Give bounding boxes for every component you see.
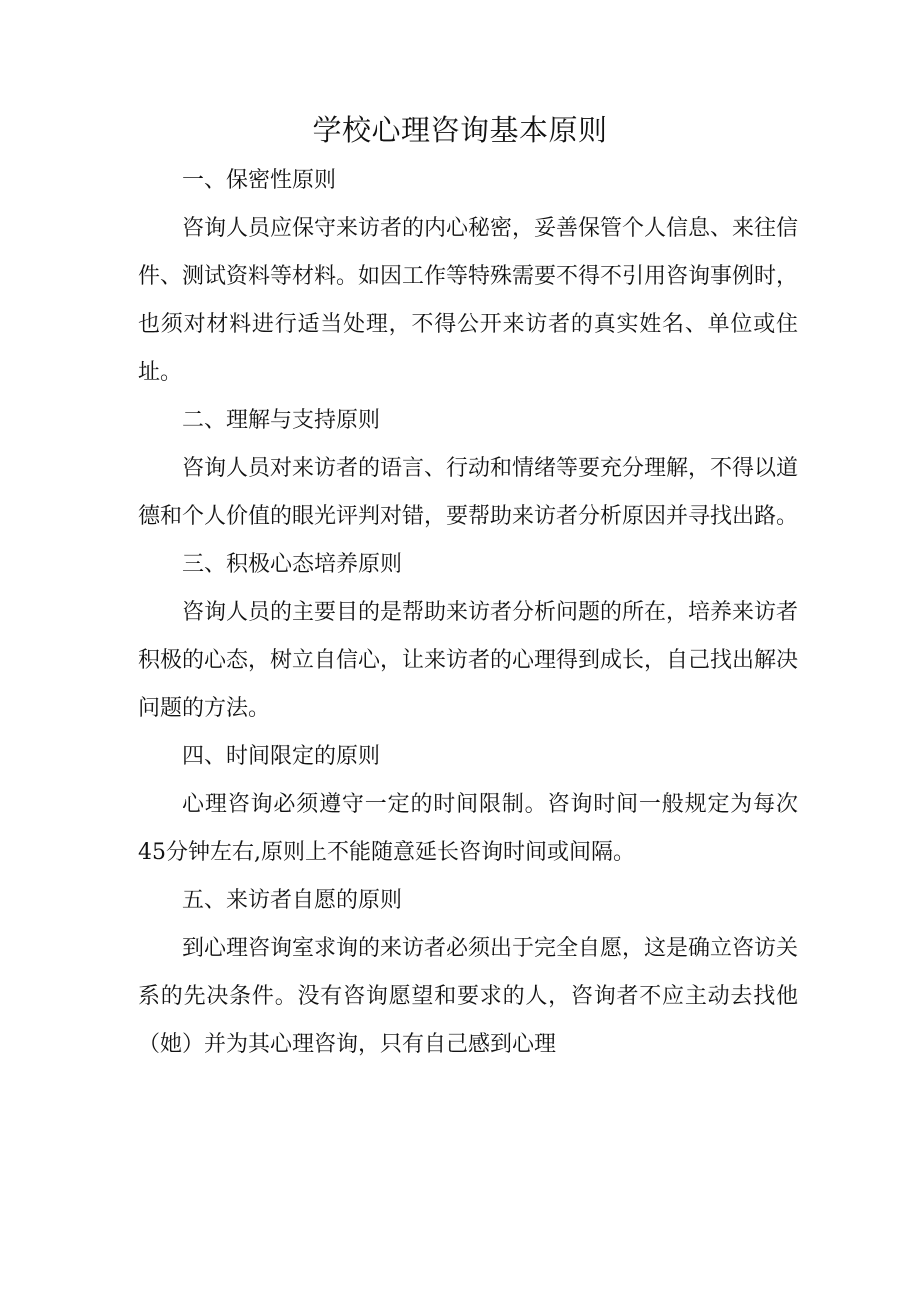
section-heading-understanding: 二、理解与支持原则 xyxy=(182,408,381,433)
document-body xyxy=(138,157,798,1069)
section-heading-time-limit: 四、时间限定的原则 xyxy=(182,744,381,769)
section-body-voluntary: 到心理咨询室求询的来访者必须出于完全自愿，这是确立咨访关系的先决条件。没有咨询愿望和要求的人，咨询者不应主动去找他（她）并为其心理咨询，只有自己感到心理 xyxy=(138,936,799,1057)
section-body-positive-mindset: 咨询人员的主要目的是帮助来访者分析问题的所在，培养来访者积极的心态，树立自信心，让来访者的心理得到成长，自己找出解决问题的方法。 xyxy=(138,600,799,721)
section-heading-voluntary: 五、来访者自愿的原则 xyxy=(182,888,403,913)
section-body-confidentiality: 咨询人员应保守来访者的内心秘密，妥善保管个人信息、来往信件、测试资料等材料。如因工作等特殊需要不得不引用咨询事例时，也须对材料进行适当处理，不得公开来访者的真实姓名、单位或住址。 xyxy=(138,216,799,385)
section-body-time-limit: 心理咨询必须遵守一定的时间限制。咨询时间一般规定为每次45分钟左右,原则上不能随意延长咨询时间或间隔。 xyxy=(138,792,798,865)
section-body-understanding: 咨询人员对来访者的语言、行动和情绪等要充分理解，不得以道德和个人价值的眼光评判对错，要帮助来访者分析原因并寻找出路。 xyxy=(138,456,799,529)
section-heading-confidentiality: 一、保密性原则 xyxy=(182,168,337,193)
section-heading-positive-mindset: 三、积极心态培养原则 xyxy=(182,552,403,577)
document-title: 学校心理咨询基本原则 xyxy=(312,113,608,147)
